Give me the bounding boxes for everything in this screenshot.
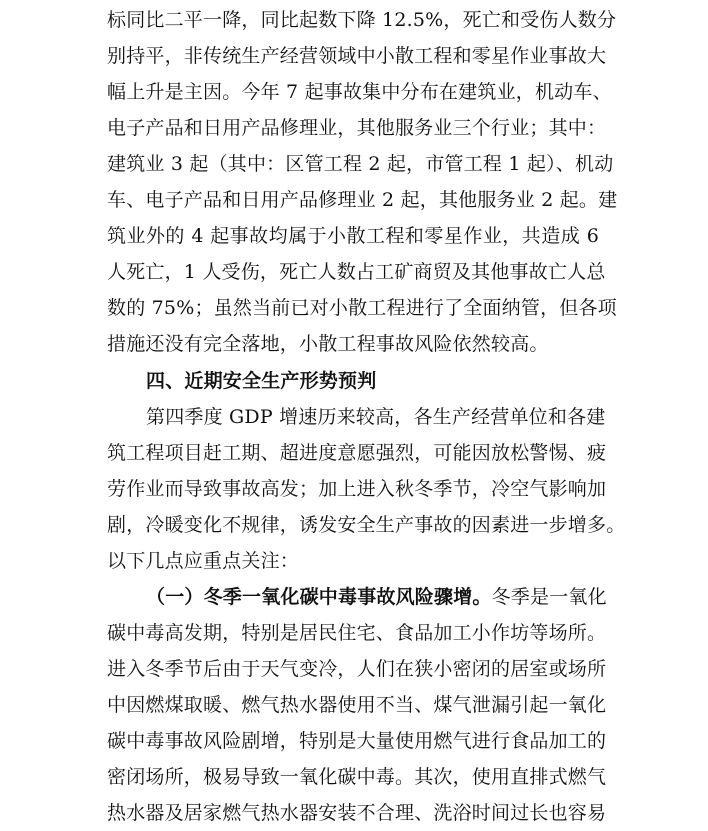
paragraph-2-line-1: 第四季度 GDP 增速历来较高，各生产经营单位和各建 <box>146 406 606 428</box>
paragraph-1-line-6: 车、电子产品和日用产品修理业 2 起，其他服务业 2 起。建 <box>107 189 618 211</box>
item-1-line-1 <box>146 579 607 615</box>
item-1-line-7: 热水器及居家燃气热水器安装不合理、洗浴时间过长也容易 <box>107 802 607 824</box>
paragraph-1-line-2: 别持平，非传统生产经营领域中小散工程和零星作业事故大 <box>107 45 607 67</box>
paragraph-1-line-7: 筑业外的 4 起事故均属于小散工程和零星作业，共造成 6 <box>107 225 599 247</box>
paragraph-1-line-10: 措施还没有完全落地，小散工程事故风险依然较高。 <box>107 333 549 355</box>
section-heading: 四、近期安全生产形势预判 <box>146 370 377 392</box>
item-1-line-4: 中因燃煤取暖、燃气热水器使用不当、煤气泄漏引起一氧化 <box>107 694 607 716</box>
paragraph-1-line-8: 人死亡，1 人受伤，死亡人数占工矿商贸及其他事故亡人总 <box>107 261 606 283</box>
paragraph-1-line-5: 建筑业 3 起（其中：区管工程 2 起，市管工程 1 起）、机动 <box>107 153 614 175</box>
paragraph-1-line-4: 电子产品和日用产品修理业，其他服务业三个行业；其中： <box>107 117 607 139</box>
paragraph-1-line-3: 幅上升是主因。今年 7 起事故集中分布在建筑业，机动车、 <box>107 81 612 103</box>
paragraph-2-line-2: 筑工程项目赶工期、超进度意愿强烈，可能因放松警惕、疲 <box>107 442 607 464</box>
paragraph-2-line-5: 以下几点应重点关注： <box>107 550 300 572</box>
item-1-line-6: 密闭场所，极易导致一氧化碳中毒。其次，使用直排式燃气 <box>107 766 607 788</box>
item-1-lead: （一）冬季一氧化碳中毒事故风险骤增。 <box>146 586 492 608</box>
item-1-first-rest: 冬季是一氧化 <box>491 586 607 608</box>
paragraph-1-line-9: 数的 75%；虽然当前已对小散工程进行了全面纳管，但各项 <box>107 297 617 319</box>
item-1-line-5: 碳中毒事故风险剧增，特别是大量使用燃气进行食品加工的 <box>107 730 607 752</box>
paragraph-2-line-3: 劳作业而导致事故高发；加上进入秋冬季节，冷空气影响加 <box>107 478 607 500</box>
item-1-line-2: 碳中毒高发期，特别是居民住宅、食品加工小作坊等场所。 <box>107 622 607 644</box>
paragraph-2-line-4: 剧，冷暖变化不规律，诱发安全生产事故的因素进一步增多。 <box>107 514 626 536</box>
paragraph-1-line-1: 标同比二平一降，同比起数下降 12.5%，死亡和受伤人数分 <box>107 9 617 31</box>
item-1-line-3: 进入冬季节后由于天气变冷，人们在狭小密闭的居室或场所 <box>107 658 607 680</box>
